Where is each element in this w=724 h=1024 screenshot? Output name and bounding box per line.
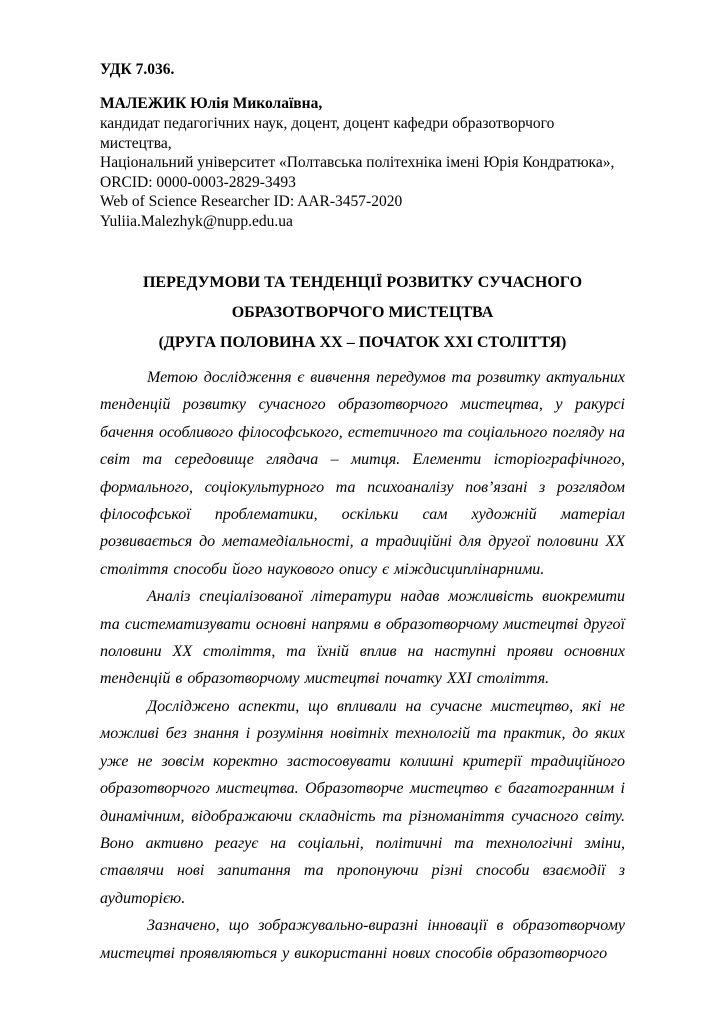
- email-text: Yuliia.Malezhyk@nupp.edu.ua: [100, 212, 293, 230]
- abstract-paragraph-2: Аналіз спеціалізованої літератури надав можливість виокремити та систематизувати основні напрями в образотворчому мистецтві другої половини XX століття, та їхній вплив на наступні прояви основних тенденцій в образотворчому мистецтві початку XXI століття.: [100, 588, 625, 688]
- abstract-body: [100, 364, 625, 967]
- article-title-line-3: (ДРУГА ПОЛОВИНА XX – ПОЧАТОК XXI СТОЛІТТЯ): [158, 334, 567, 351]
- wos-researcher-id-line: Web of Science Researcher ID: AAR-3457-2020: [100, 193, 403, 210]
- article-title: [100, 268, 625, 358]
- author-university-line: Національний університет «Полтавська політехніка імені Юрія Кондратюка»,: [100, 154, 615, 171]
- orcid-line: ORCID: 0000-0003-2829-3493: [100, 173, 296, 191]
- author-name: МАЛЕЖИК Юлія Миколаївна,: [100, 95, 323, 112]
- article-title-line-2: ОБРАЗОТВОРЧОГО МИСТЕЦТВА: [231, 304, 494, 321]
- abstract-paragraph-1: Метою дослідження є вивчення передумов та розвитку актуальних тенденцій розвитку сучасного образотворчого мистецтва, у ракурсі бачення особливого філософського, естетичного та соціального погляду на світ та середовище глядача – митця. Елементи історіографічного, формального, соціокультурного та психоаналізу пов’язані з розглядом філософської проблематики, оскільки сам художній матеріал розвивається до метамедіальності, а традиційні для другої половини XX століття способи його наукового опису є міждисциплінарними.: [100, 369, 625, 578]
- abstract-paragraph-4: Зазначено, що зображувально-виразні інновації в образотворчому мистецтві проявляються у використанні нових способів образотворчого: [100, 917, 625, 962]
- abstract-paragraph-3: Досліджено аспекти, що впливали на сучасне мистецтво, які не можливі без знання і розуміння новітніх технологій та практик, до яких уже не зовсім коректно застосовувати колишні критерії традиційного образотворчого мистецтва. Образотворче мистецтво є багатогранним і динамічним, відображаючи складність та різноманіття сучасного світу. Воно активно реагує на соціальні, політичні та технологічні зміни, ставлячи нові запитання та пропонуючи різні способи взаємодії з аудиторією.: [100, 697, 625, 907]
- author-degree-line: кандидат педагогічних наук, доцент, доцент кафедри образотворчого мистецтва,: [100, 115, 555, 152]
- article-title-line-1: ПЕРЕДУМОВИ ТА ТЕНДЕНЦІЇ РОЗВИТКУ СУЧАСНОГО: [142, 274, 583, 291]
- udc-code: УДК 7.036.: [100, 61, 175, 78]
- author-header-block: [100, 60, 625, 231]
